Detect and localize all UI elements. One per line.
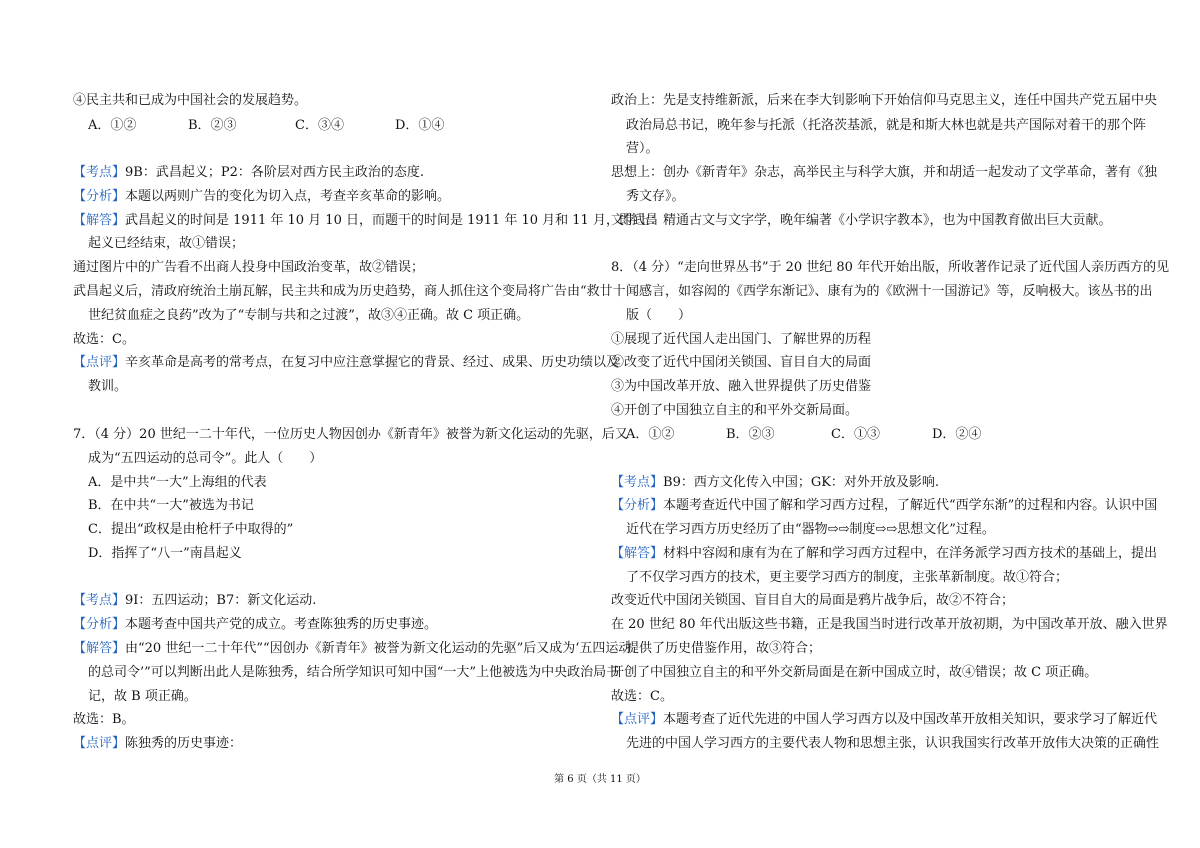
q7-stem-line-2: 成为“五四运动的总司令”。此人（ ） bbox=[88, 451, 323, 466]
q8-jieda-line-5: 提供了历史借鉴作用，故③符合； bbox=[626, 641, 822, 656]
fenxi-tag: 【分析】 bbox=[73, 189, 126, 204]
q8-answer: 故选：C。 bbox=[611, 689, 673, 704]
q7-stem: 7．（4 分）20 世纪一二十年代，一位历史人物因创办《新青年》被誉为新文化运动的先驱，后又 bbox=[73, 427, 628, 442]
q7-option-b: B．在中共“一大”被选为书记 bbox=[88, 498, 254, 513]
politics-line-3: 营）。 bbox=[626, 141, 659, 156]
q6-jieda-line-2: 起义已经结束，故①错误； bbox=[88, 236, 245, 251]
q6-option-d: D．①④ bbox=[395, 118, 445, 133]
dianping-tag: 【点评】 bbox=[73, 736, 126, 751]
q8-dianping: 【点评】本题考查了近代先进的中国人学习西方以及中国改革开放相关知识，要求学习了解近代 bbox=[611, 712, 1158, 727]
q8-fenxi: 【分析】本题考查近代中国了解和学习西方过程，了解近代“西学东渐”的过程和内容。认识中国 bbox=[611, 498, 1158, 513]
politics-line-1: 政治上：先是支持维新派，后来在李大钊影响下开始信仰马克思主义，连任中国共产党五届中央 bbox=[611, 93, 1158, 108]
thought-line-1: 思想上：创办《新青年》杂志，高举民主与科学大旗，并和胡适一起发动了文学革命，著有《独 bbox=[611, 165, 1158, 180]
politics-line-2: 政治局总书记，晚年参与托派（托洛茨基派，就是和斯大林也就是共产国际对着干的那个阵 bbox=[626, 118, 1147, 133]
q6-option-a: A．①② bbox=[88, 118, 137, 133]
q6-dianping: 【点评】辛亥革命是高考的常考点，在复习中应注意掌握它的背景、经过、成果、历史功绩以及 bbox=[73, 355, 620, 370]
dianping-tag: 【点评】 bbox=[611, 712, 664, 727]
q7-dianping: 【点评】陈独秀的历史事迹： bbox=[73, 736, 243, 751]
q7-fenxi: 【分析】本题考查中国共产党的成立。考查陈独秀的历史事迹。 bbox=[73, 617, 438, 632]
jieda-tag: 【解答】 bbox=[73, 213, 126, 228]
q6-jieda-line-3: 通过图片中的广告看不出商人投身中国政治变革，故②错误； bbox=[73, 260, 425, 275]
q6-kaodian: 【考点】9B：武昌起义；P2：各阶层对西方民主政治的态度. bbox=[73, 165, 424, 180]
fenxi-tag: 【分析】 bbox=[611, 498, 664, 513]
q8-option-b: B．②③ bbox=[726, 427, 775, 442]
q6-jieda-line-5: 世纪贫血症之良药”改为了“专制与共和之过渡”，故③④正确。故 C 项正确。 bbox=[88, 308, 530, 323]
q7-kaodian: 【考点】9I：五四运动；B7：新文化运动. bbox=[73, 593, 317, 608]
kaodian-tag: 【考点】 bbox=[73, 165, 126, 180]
q8-stem: 8．（4 分）“走向世界丛书”于 20 世纪 80 年代开始出版，所收著作记录了近代国人亲历西方的见 bbox=[611, 260, 1170, 275]
q7-jieda-line-2: 的总司令’”可以判断出此人是陈独秀，结合所学知识可知中国“一大”上他被选为中央政治局书 bbox=[88, 665, 620, 680]
q8-dianping-line-2: 先进的中国人学习西方的主要代表人物和思想主张，认识我国实行改革开放伟大决策的正确性 bbox=[626, 736, 1160, 751]
q7-option-d: D．指挥了“八一”南昌起义 bbox=[88, 546, 242, 561]
jieda-tag: 【解答】 bbox=[73, 641, 126, 656]
q8-jieda-line-2: 了不仅学习西方的技术，更主要学习西方的制度，主张革新制度。故①符合； bbox=[626, 570, 1069, 585]
q8-fenxi-line-2: 近代在学习西方历史经历了由“器物⇨⇨制度⇨⇨思想文化”过程。 bbox=[626, 522, 995, 537]
q7-option-c: C．提出“政权是由枪杆子中取得的” bbox=[88, 522, 294, 537]
q8-item-2: ②改变了近代中国闭关锁国、盲目自大的局面 bbox=[611, 355, 872, 370]
q8-jieda: 【解答】材料中容闳和康有为在了解和学习西方过程中，在洋务派学习西方技术的基础上，提出 bbox=[611, 546, 1158, 561]
thought-line-2: 秀文存》。 bbox=[626, 189, 685, 204]
q7-jieda-line-3: 记，故 B 项正确。 bbox=[88, 689, 197, 704]
fenxi-tag: 【分析】 bbox=[73, 617, 126, 632]
q7-answer: 故选：B。 bbox=[73, 712, 135, 727]
q8-stem-line-2: 闻感言，如容闳的《西学东渐记》、康有为的《欧洲十一国游记》等，反响极大。该丛书的出 bbox=[626, 284, 1153, 299]
q8-jieda-line-3: 改变近代中国闭关锁国、盲目自大的局面是鸦片战争后，故②不符合； bbox=[611, 593, 1015, 608]
q7-jieda: 【解答】由“20 世纪一二十年代”“因创办《新青年》被誉为新文化运动的先驱”后又成为‘五四运动 bbox=[73, 641, 632, 656]
q8-option-c: C．①③ bbox=[831, 427, 880, 442]
literature-line: 文学上：精通古文与文字学，晚年编著《小学识字教本》，也为中国教育做出巨大贡献。 bbox=[611, 213, 1112, 228]
q7-option-a: A．是中共“一大”上海组的代表 bbox=[88, 475, 267, 490]
q8-option-a: A．①② bbox=[626, 427, 675, 442]
q6-options bbox=[88, 117, 444, 135]
jieda-tag: 【解答】 bbox=[611, 546, 664, 561]
q6-item-4: ④民主共和已成为中国社会的发展趋势。 bbox=[73, 93, 308, 108]
q8-option-d: D．②④ bbox=[932, 427, 982, 442]
q6-dianping-line-2: 教训。 bbox=[88, 379, 128, 394]
q8-kaodian: 【考点】B9：西方文化传入中国；GK：对外开放及影响. bbox=[611, 475, 940, 490]
dianping-tag: 【点评】 bbox=[73, 355, 126, 370]
page-footer: 第 6 页（共 11 页） bbox=[554, 774, 646, 785]
kaodian-tag: 【考点】 bbox=[611, 475, 664, 490]
q6-answer: 故选：C。 bbox=[73, 332, 135, 347]
q8-item-4: ④开创了中国独立自主的和平外交新局面。 bbox=[611, 403, 859, 418]
q8-item-3: ③为中国改革开放、融入世界提供了历史借鉴 bbox=[611, 379, 872, 394]
q6-jieda: 【解答】武昌起义的时间是 1911 年 10 月 10 日，而题干的时间是 1911 年 10 月和 11 月，即武昌 bbox=[73, 213, 658, 228]
q8-stem-line-3: 版（ ） bbox=[626, 308, 692, 323]
q6-option-b: B．②③ bbox=[188, 118, 237, 133]
q6-jieda-line-4: 武昌起义后，清政府统治土崩瓦解，民主共和成为历史趋势，商人抓住这个变局将广告由“救廿十 bbox=[73, 284, 626, 299]
kaodian-tag: 【考点】 bbox=[73, 593, 126, 608]
q8-jieda-line-4: 在 20 世纪 80 年代出版这些书籍，正是我国当时进行改革开放初期，为中国改革开放、融入世界 bbox=[611, 617, 1168, 632]
q6-option-c: C．③④ bbox=[295, 118, 344, 133]
q6-fenxi: 【分析】本题以两则广告的变化为切入点，考查辛亥革命的影响。 bbox=[73, 189, 451, 204]
q8-item-1: ①展现了近代国人走出国门、了解世界的历程 bbox=[611, 332, 872, 347]
q8-jieda-line-6: 开创了中国独立自主的和平外交新局面是在新中国成立时，故④错误；故 C 项正确。 bbox=[611, 665, 1098, 680]
q8-options bbox=[626, 426, 981, 444]
